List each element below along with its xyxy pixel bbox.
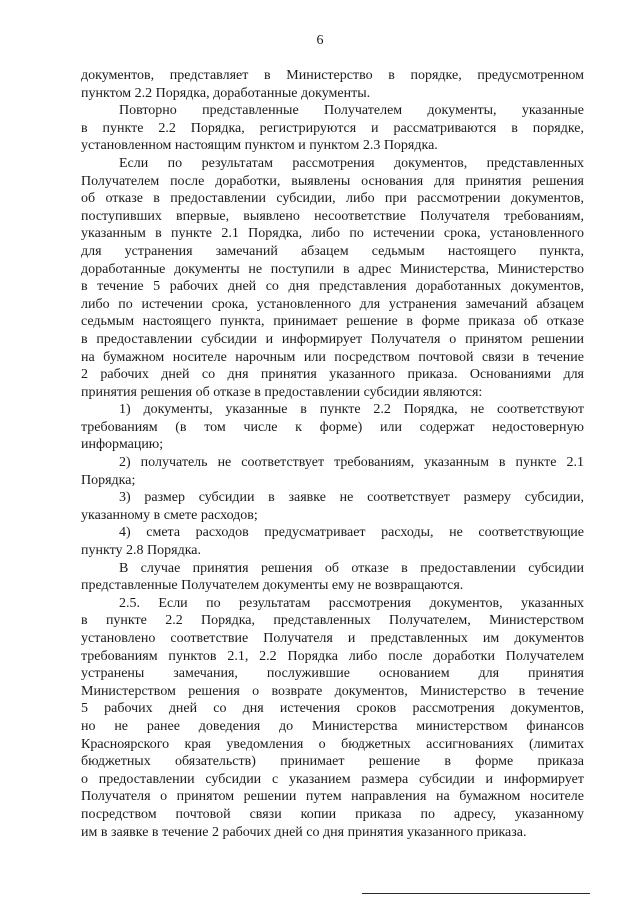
text-line: в пункте 2.2 Порядка, регистрируются и рассматриваются в порядке, [81, 120, 584, 136]
text-line: пункту 2.8 Порядка. [81, 543, 202, 559]
text-line: поступивших впервые, выявлено несоответствие Получателя требованиям, [81, 208, 584, 224]
text-line: В случае принятия решения об отказе в предоставлении субсидии [119, 560, 584, 576]
text-line: но не ранее доведения до Министерства министерством финансов [81, 718, 584, 734]
text-line: 3) размер субсидии в заявке не соответствует размеру субсидии, [119, 490, 584, 506]
page-number: 6 [316, 33, 324, 48]
text-line: пунктом 2.2 Порядка, доработанные документы. [81, 85, 371, 101]
body-text [81, 67, 584, 841]
paragraph [81, 595, 584, 841]
text-line: принятия решения об отказе в предоставлении субсидии являются: [81, 384, 483, 400]
paragraph [81, 560, 584, 595]
text-line: 2) получатель не соответствует требованиям, указанным в пункте 2.1 [119, 455, 584, 471]
text-line: требованиям (в том числе к форме) или содержат недостоверную [81, 419, 584, 435]
text-line: требованиям пунктов 2.1, 2.2 Порядка либо после доработки Получателем [81, 648, 584, 664]
text-line: Получателя о принятом решении путем направления на бумажном носителе [81, 789, 584, 805]
text-line: посредством почтовой связи копии приказа по адресу, указанному [81, 806, 584, 822]
text-line: Если по результатам рассмотрения документов, представленных [119, 155, 584, 171]
text-line: информацию; [81, 437, 164, 453]
text-line: установлено соответствие Получателя и представленных им документов [81, 631, 584, 646]
text-line: Красноярского края уведомления о бюджетных ассигнованиях (лимитах [81, 736, 584, 752]
text-line: на бумажном носителе нарочным или посредством почтовой связи в течение [81, 349, 584, 365]
text-line: либо по истечении срока, установленного для устранения замечаний абзацем [81, 296, 584, 312]
text-line: 2.5. Если по результатам рассмотрения документов, указанных [119, 595, 584, 611]
text-line: седьмым настоящего пункта, принимает решение в форме приказа об отказе [81, 314, 584, 330]
text-line: для устранения замечаний абзацем седьмым настоящего пункта, [81, 243, 584, 259]
text-line: об отказе в предоставлении субсидии, либо при рассмотрении документов, [81, 191, 584, 207]
text-line: доработанные документы не поступили в адрес Министерства, Министерство [81, 261, 584, 277]
text-line: указанным в пункте 2.1 Порядка, либо по истечении срока, установленного [81, 226, 584, 242]
text-line: документов, представляет в Министерство в порядке, предусмотренном [81, 68, 584, 83]
footer-rule [362, 893, 590, 894]
paragraph [81, 155, 584, 401]
text-line: указанному в смете расходов; [81, 507, 258, 523]
text-line: 4) смета расходов предусматривает расходы, не соответствующие [119, 525, 584, 541]
text-line: 2 рабочих дней со дня принятия указанного приказа. Основаниями для [81, 367, 584, 383]
paragraph [81, 454, 584, 489]
text-line: Порядка; [81, 472, 136, 488]
text-line: Получателем после доработки, выявлены основания для принятия решения [81, 173, 584, 189]
text-line: Министерством решения о возврате документов, Министерство в течение [81, 683, 584, 699]
text-line: Повторно представленные Получателем документы, указанные [119, 103, 584, 119]
paragraph [81, 524, 584, 559]
paragraph [81, 489, 584, 524]
text-line: о предоставлении субсидии с указанием размера субсидии и информирует [81, 771, 584, 787]
text-line: бюджетных обязательств) принимает решение в форме приказа [81, 754, 584, 770]
text-line: в пункте 2.2 Порядка, представленных Получателем, Министерством [81, 613, 584, 629]
text-line: им в заявке в течение 2 рабочих дней со дня принятия указанного приказа. [81, 824, 527, 840]
text-line: 5 рабочих дней со дня истечения сроков рассмотрения документов, [81, 701, 584, 717]
text-line: в предоставлении субсидии и информирует Получателя о принятом решении [81, 331, 584, 347]
text-line: устранены замечания, послужившие основанием для принятия [81, 666, 584, 682]
paragraph [81, 102, 584, 155]
text-line: установленном настоящим пунктом и пунктом 2.3 Порядка. [81, 138, 438, 154]
paragraph [81, 67, 584, 102]
paragraph [81, 401, 584, 454]
text-line: в течение 5 рабочих дней со дня представления доработанных документов, [81, 279, 584, 295]
text-line: представленные Получателем документы ему не возвращаются. [81, 578, 464, 594]
text-line: 1) документы, указанные в пункте 2.2 Порядка, не соответствуют [119, 402, 584, 418]
